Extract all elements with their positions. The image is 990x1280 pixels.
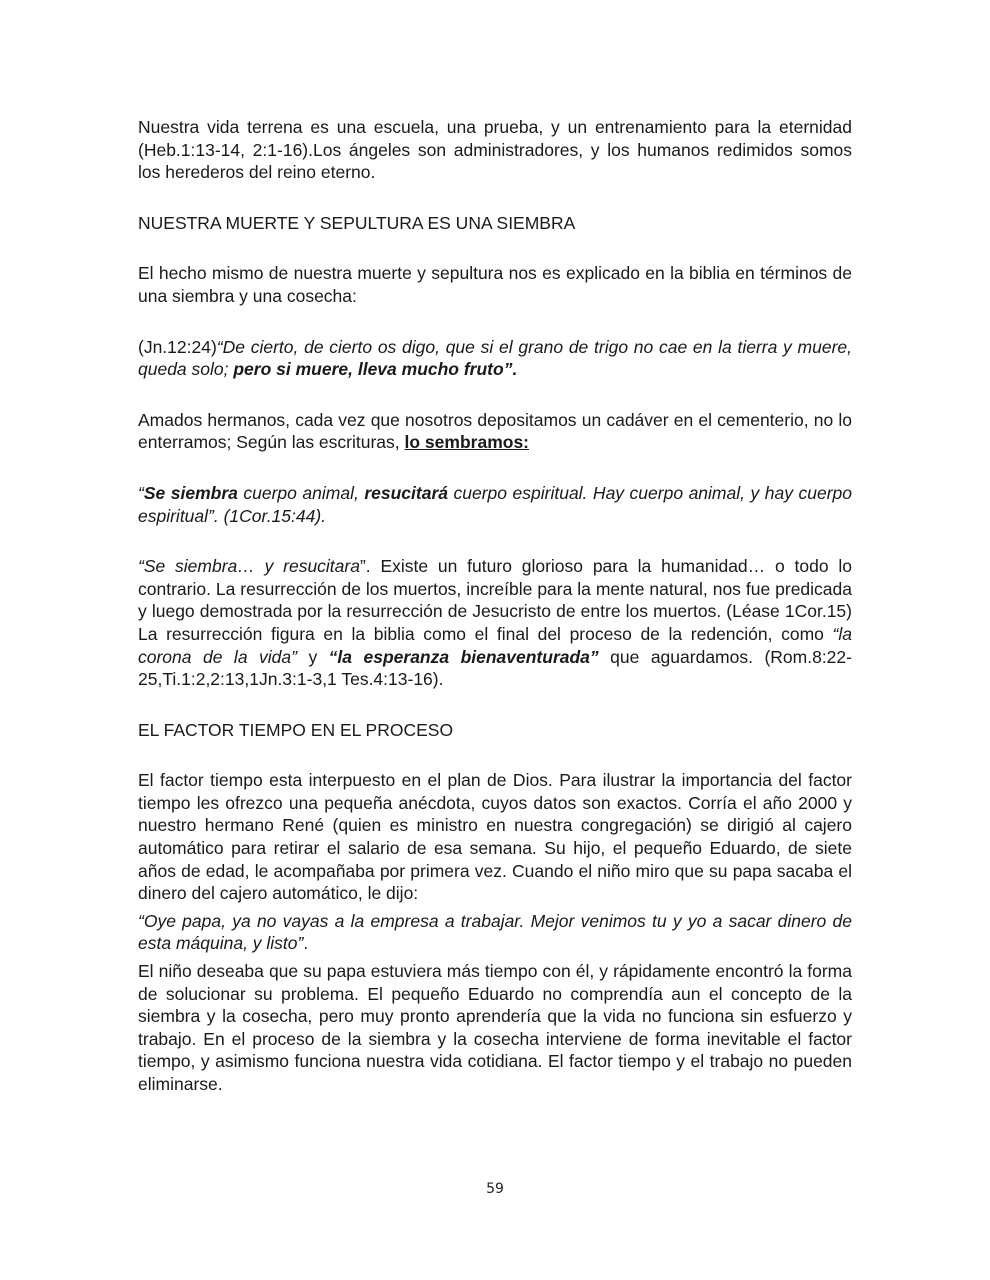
esperanza-bold-italic: “la esperanza bienaventurada” <box>328 646 599 667</box>
paragraph-amados <box>138 409 852 454</box>
paragraph-eternity: Nuestra vida terrena es una escuela, una prueba, y un entrenamiento para la eternidad (Heb.1:13-14, 2:1-16).Los ángeles son administradores, y los humanos redimidos somos los herederos del reino eterno. <box>138 117 852 183</box>
page-body <box>138 116 852 1096</box>
resucitara-bold: resucitará <box>364 482 448 503</box>
se-siembra-italic: “Se siembra… y resucitara <box>138 556 360 577</box>
paragraph-nino: El niño deseaba que su papa estuviera más tiempo con él, y rápidamente encontró la forma de solucionar su problema. El pequeño Eduardo no comprendía aun el concepto de la siembra y la cosecha, pero muy pronto aprendería que la vida no funciona sin esfuerzo y trabajo. En el proceso de la siembra y la cosecha interviene de forma inevitable el factor tiempo, y asimismo funciona nuestra vida cotidiana. El factor tiempo y el trabajo no pueden eliminarse. <box>138 961 852 1094</box>
corona-vida-italic: “la corona de la vida” <box>138 623 852 667</box>
oye-papa-italic: “Oye papa, ya no vayas a la empresa a trabajar. Mejor venimos tu y yo a sacar dinero de esta máquina, y listo” <box>138 910 852 954</box>
amados-text: Amados hermanos, cada vez que nosotros depositamos un cadáver en el cementerio, no lo enterramos; Según las escrituras, <box>138 409 852 453</box>
oye-papa-end: . <box>303 933 309 954</box>
section-heading-factor-tiempo: EL FACTOR TIEMPO EN EL PROCESO <box>138 719 454 740</box>
jn-reference: (Jn.12:24) <box>138 336 217 357</box>
paragraph-death-burial: El hecho mismo de nuestra muerte y sepultura nos es explicado en la biblia en términos de una siembra y una cosecha: <box>138 263 852 306</box>
cor-text-1: cuerpo animal, <box>237 482 365 503</box>
resurrection-text-3: que aguardamos. (Rom.8:22-25,Ti.1:2,2:13,1Jn.3:1-3,1 Tes.4:13-16). <box>138 646 852 690</box>
paragraph-factor-tiempo: El factor tiempo esta interpuesto en el plan de Dios. Para ilustrar la importancia del factor tiempo les ofrezco una pequeña anécdota, cuyos datos son exactos. Corría el año 2000 y nuestro hermano René (quien es ministro en nuestra congregación) se dirigió al cajero automático para retirar el salario de esa semana. Su hijo, el pequeño Eduardo, de siete años de edad, le acompañaba por primera vez. Cuando el niño miro que su papa sacaba el dinero del cajero automático, le dijo: <box>138 770 852 904</box>
paragraph-resurrection <box>138 555 852 691</box>
resurrection-text-2: y <box>296 646 329 667</box>
paragraph-cor-quote <box>138 482 852 527</box>
section-heading-siembra: NUESTRA MUERTE Y SEPULTURA ES UNA SIEMBRA <box>138 212 576 233</box>
resurrection-text-1: ”. Existe un futuro glorioso para la humanidad… o todo lo contrario. La resurrección de los muertos, increíble para la mente natural, nos fue predicada y luego demostrada por la resurrección de Jesucristo de entre los muertos. (Léase 1Cor.15) La resurrección figura en la biblia como el final del proceso de la redención, como <box>138 556 852 644</box>
jn-quote-text: “De cierto, de cierto os digo, que si el grano de trigo no cae en la tierra y muere, queda solo; <box>138 336 852 380</box>
se-siembra-bold: Se siembra <box>143 482 238 503</box>
jn-quote-bold: pero si muere, lleva mucho fruto”. <box>233 359 518 380</box>
cor-text-2: cuerpo espiritual. Hay cuerpo animal, y hay cuerpo espiritual”. (1Cor.15:44). <box>138 482 852 526</box>
lo-sembramos-underlined: lo sembramos: <box>404 432 529 453</box>
cor-open-quote: “ <box>138 482 144 503</box>
paragraph-jn-quote <box>138 336 852 381</box>
paragraph-oye-papa <box>138 910 852 955</box>
page-number: 59 <box>486 1181 504 1197</box>
